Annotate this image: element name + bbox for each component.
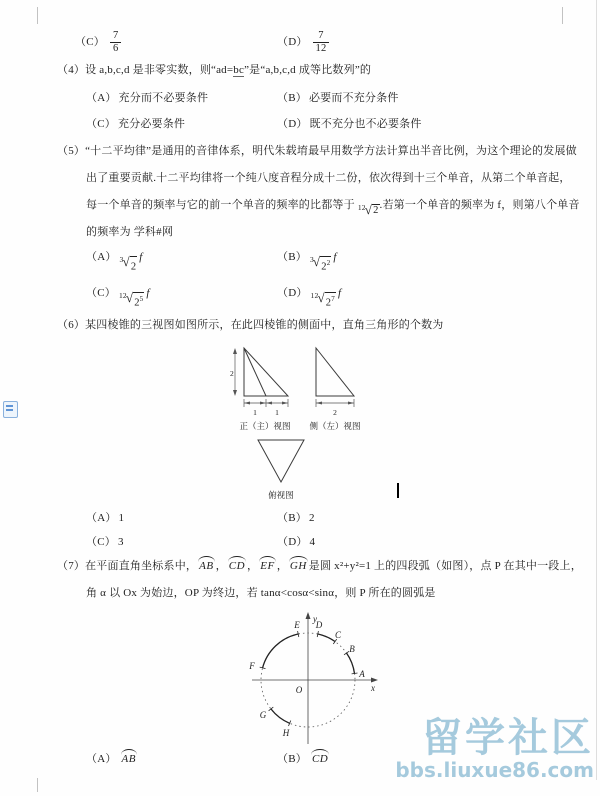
point-label-D: D	[315, 620, 323, 630]
q7-stem-line2: 角 α 以 Ox 为始边，OP 为终边，若 tanα<cosα<sinα，则 P 所在的圆弧是	[86, 587, 436, 599]
q4-option-b	[277, 91, 399, 105]
radical-expression	[310, 256, 331, 274]
q4-option-d	[277, 117, 422, 131]
radicand-exponent: 5	[139, 295, 144, 303]
stem-text: .若第一个单音的频率为 f，则第八个单音	[379, 199, 580, 211]
stem-text: ”是“a,b,c,d 成等比数列”的	[244, 64, 372, 76]
crop-mark-top-left	[37, 7, 38, 24]
radical-sign: √	[122, 254, 130, 269]
option-label: （D）	[277, 287, 308, 299]
radicand	[133, 292, 144, 310]
front-base-dim-1: 1	[253, 408, 257, 417]
fraction-denominator: 12	[313, 42, 330, 54]
arc-AB	[347, 653, 355, 674]
arc-label-CD: CD	[228, 560, 246, 572]
fraction	[110, 30, 121, 53]
arc-EF	[263, 634, 299, 668]
option-text: 充分而不必要条件	[118, 92, 209, 104]
radicand-exponent: 2	[326, 259, 331, 267]
q7-option-b	[277, 752, 330, 766]
radical-expression	[311, 292, 336, 310]
separator: ，	[276, 560, 288, 572]
option-text: 必要而不充分条件	[308, 92, 399, 104]
point-label-F: F	[249, 661, 255, 671]
q6-option-d	[277, 535, 315, 549]
top-view-label: 俯视图	[268, 490, 294, 500]
q5-stem-line3	[86, 198, 580, 217]
front-base-dim-2: 1	[275, 408, 279, 417]
option-label: （B）	[277, 753, 307, 765]
radicand	[130, 256, 137, 274]
math-variable: f	[333, 251, 337, 263]
q5-stem-line4: 的频率为 学科#网	[86, 226, 174, 238]
crop-mark-top-right	[562, 7, 563, 24]
option-text: 3	[117, 536, 124, 548]
arc-CD	[318, 634, 335, 642]
point-label-C: C	[334, 630, 342, 640]
radical-sign: √	[312, 254, 321, 269]
separator: ，	[215, 560, 227, 572]
radicand-base: 2	[130, 261, 137, 273]
option-text: 2	[308, 512, 315, 524]
q5-option-a	[86, 250, 143, 274]
prev-option-d	[277, 28, 329, 56]
point-label-G: G	[259, 710, 267, 720]
root-index: 12	[118, 291, 127, 300]
option-label: （B）	[277, 92, 307, 104]
front-view-dimensions	[235, 350, 288, 407]
option-label: （C）	[86, 287, 116, 299]
y-axis-label: y	[313, 614, 317, 624]
watermark-title: 留学社区	[422, 715, 594, 761]
text-cursor	[397, 483, 399, 498]
three-view-diagram	[228, 340, 368, 506]
top-view-shape	[258, 440, 304, 482]
radicand: 2	[373, 205, 379, 216]
solid-arcs	[263, 634, 355, 723]
radicand-base: 2	[325, 297, 332, 309]
separator: ，	[247, 560, 259, 572]
page-edge-line	[596, 0, 597, 780]
margin-anchor-icon[interactable]	[3, 401, 18, 418]
watermark-subtitle: bbs.liuxue86.com	[395, 758, 594, 782]
arc-GH	[271, 709, 290, 723]
radical-sign: √	[125, 290, 134, 305]
fraction-denominator: 6	[110, 42, 121, 54]
radical-expression	[119, 292, 144, 310]
option-label: （C）	[75, 36, 105, 48]
stem-text: 每一个单音的频率与它的前一个单音的频率的比都等于	[86, 199, 355, 211]
underlined-term: bc	[233, 64, 245, 76]
front-view-shape	[244, 348, 288, 396]
option-text: 1	[118, 512, 125, 524]
option-label: （A）	[86, 512, 117, 524]
q6-option-a	[86, 511, 124, 525]
option-label: （A）	[86, 753, 117, 765]
fraction-numerator: 7	[318, 30, 324, 42]
stem-text: （7）在平面直角坐标系中，	[57, 560, 198, 572]
q5-option-d	[277, 286, 341, 310]
q7-option-a	[86, 752, 138, 766]
q6-option-c	[86, 535, 124, 549]
origin-label: O	[295, 685, 303, 695]
point-label-E: E	[294, 620, 300, 630]
arc-endpoint-ticks	[260, 631, 358, 726]
option-label: （B）	[277, 512, 307, 524]
q5-option-c	[86, 286, 150, 310]
x-axis-label: x	[371, 683, 375, 693]
option-label: （D）	[277, 36, 308, 48]
root-index: 12	[310, 291, 319, 300]
math-variable: f	[337, 287, 342, 299]
arc-label-CD: CD	[311, 753, 329, 765]
root-index: 12	[357, 203, 366, 212]
q7-stem-line1	[57, 559, 582, 573]
point-labels	[248, 614, 375, 738]
radical-expression	[120, 256, 138, 274]
radical-sign: √	[317, 290, 325, 305]
q5-option-b	[277, 250, 337, 274]
root-index: 3	[119, 255, 124, 264]
radicand-base: 2	[134, 297, 140, 309]
radicand-base: 2	[321, 261, 327, 273]
axes	[252, 616, 374, 744]
math-variable: f	[146, 287, 150, 299]
side-base-dim: 2	[333, 408, 337, 417]
fraction	[313, 30, 330, 53]
math-variable: f	[139, 251, 143, 263]
unit-circle-diagram	[238, 610, 383, 750]
option-label: （C）	[86, 118, 116, 130]
prev-option-c	[75, 28, 121, 56]
point-label-A: A	[359, 669, 365, 679]
option-label: （B）	[277, 251, 307, 263]
point-label-H: H	[282, 728, 290, 738]
q5-stem-line1: （5）“十二平均律”是通用的音律体系，明代朱载堉最早用数学方法计算出半音比例，为这个理论的发展做	[57, 145, 577, 157]
q4-stem	[57, 63, 371, 77]
q6-option-b	[277, 511, 315, 525]
fraction-numerator: 7	[112, 30, 119, 42]
q4-option-a	[86, 91, 208, 105]
crop-mark-bottom-left	[37, 778, 38, 792]
radicand-exponent: 7	[331, 295, 335, 303]
side-view-shape	[316, 348, 354, 396]
option-text: 既不充分也不必要条件	[309, 118, 422, 130]
front-view-label: 正（主）视图	[239, 421, 291, 431]
arc-label-AB: AB	[199, 560, 214, 572]
root-index: 3	[309, 255, 314, 264]
radicand	[325, 292, 336, 310]
arc-label-EF: EF	[260, 560, 275, 572]
radicand	[320, 256, 331, 274]
side-view-label: 侧（左）视图	[309, 421, 361, 431]
stem-text: （4）设 a,b,c,d 是非零实数，则“ad=	[57, 64, 234, 76]
option-label: （D）	[277, 118, 308, 130]
option-label: （A）	[86, 251, 117, 263]
radical-sign: √	[364, 202, 373, 217]
option-label: （A）	[86, 92, 117, 104]
option-label: （D）	[277, 536, 308, 548]
point-label-B: B	[349, 644, 355, 654]
option-text: 4	[309, 536, 316, 548]
q6-stem: （6）某四棱锥的三视图如图所示，在此四棱锥的侧面中，直角三角形的个数为	[57, 319, 444, 331]
arc-label-GH: GH	[289, 560, 307, 572]
radical-expression	[358, 204, 380, 217]
arc-label-AB: AB	[121, 753, 136, 765]
q4-option-c	[86, 117, 185, 131]
stem-text: 是圆 x²+y²=1 上的四段弧（如图），点 P 在其中一段上，	[308, 560, 582, 572]
option-label: （C）	[86, 536, 116, 548]
option-text: 充分必要条件	[117, 118, 186, 130]
front-height-dim: 2	[230, 369, 234, 378]
q5-stem-line2: 出了重要贡献.十二平均律将一个纯八度音程分成十二份，依次得到十三个单音，从第二个单音起，	[86, 172, 571, 184]
